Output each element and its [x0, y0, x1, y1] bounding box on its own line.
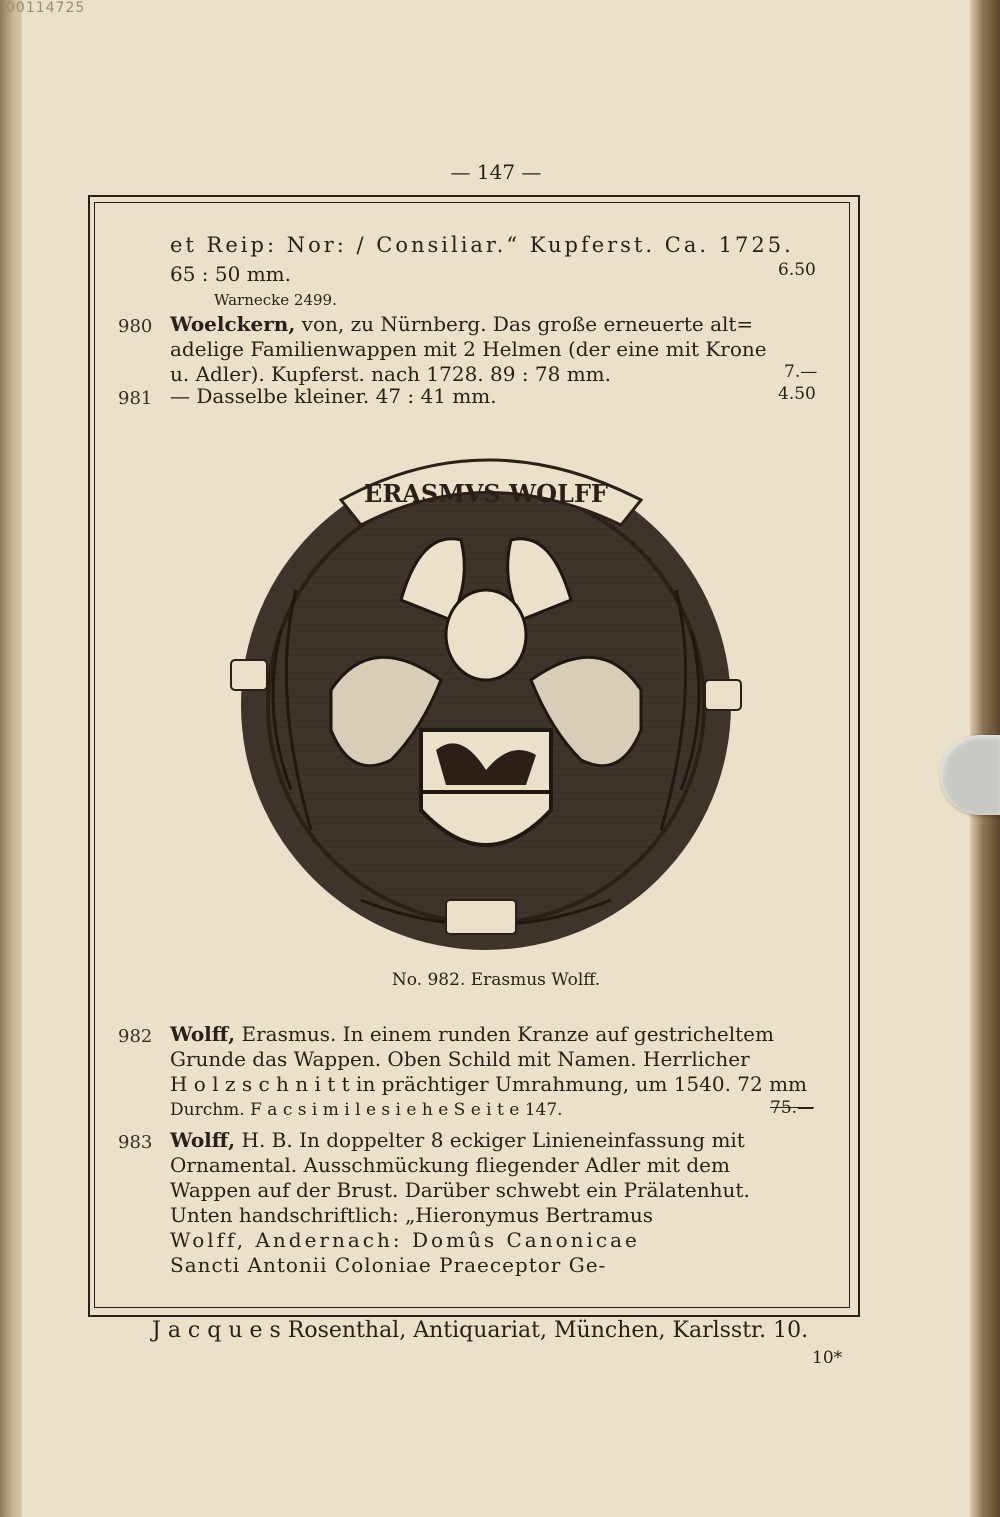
entry-continued-line2: 65 : 50 mm.: [170, 262, 291, 286]
entry-980-line1: [170, 312, 753, 336]
book-spine: [0, 0, 22, 1517]
scan-id: 00114725: [6, 0, 86, 16]
entry-983-line4: Unten handschriftlich: „Hieronymus Bertramus: [170, 1203, 654, 1227]
entry-982-name: Wolff,: [170, 1022, 236, 1046]
entry-continued-line1: et Reip: Nor: / Consiliar.“ Kupferst. Ca. 1725.: [170, 233, 794, 257]
entry-980-line1-rest: von, zu Nürnberg. Das große erneuerte alt=: [295, 312, 754, 336]
entry-980-name: Woelckern,: [170, 312, 296, 336]
signature-mark: 10*: [812, 1348, 843, 1368]
entry-981-price: 4.50: [778, 384, 816, 404]
figure-caption: No. 982. Erasmus Wolff.: [391, 970, 601, 990]
erasmus-wolff-coat-of-arms-woodcut: [221, 430, 751, 950]
entry-980-line2: adelige Familienwappen mit 2 Helmen (der eine mit Krone: [170, 337, 767, 361]
page-number: — 147 —: [450, 160, 542, 184]
entry-983-number: 983: [118, 1132, 153, 1153]
entry-981-line1: — Dasselbe kleiner. 47 : 41 mm.: [170, 384, 497, 408]
entry-982-line3: H o l z s c h n i t t in prächtiger Umrahmung, um 1540. 72 mm: [170, 1072, 808, 1096]
entry-983-line6: Sancti Antonii Coloniae Praeceptor Ge-: [170, 1253, 607, 1277]
entry-982-price: 75.—: [770, 1098, 815, 1118]
entry-983-line2: Ornamental. Ausschmückung fliegender Adler mit dem: [170, 1153, 730, 1177]
entry-continued-reference: Warnecke 2499.: [214, 291, 337, 309]
entry-982-line2: Grunde das Wappen. Oben Schild mit Namen. Herrlicher: [170, 1047, 750, 1071]
entry-983-name: Wolff,: [170, 1128, 236, 1152]
entry-982-line1: [170, 1022, 774, 1046]
entry-982-line4: Durchm. F a c s i m i l e s i e h e S e i t e 147.: [170, 1100, 563, 1120]
entry-980-number: 980: [118, 316, 153, 337]
entry-continued-price: 6.50: [778, 260, 816, 280]
entry-983-line5: Wolff, Andernach: Domûs Canonicae: [170, 1228, 640, 1252]
entry-980-price: 7.—: [784, 362, 818, 382]
entry-982-number: 982: [118, 1026, 153, 1047]
book-page: [22, 0, 970, 1517]
publisher-footer: J a c q u e s Rosenthal, Antiquariat, München, Karlsstr. 10.: [152, 1318, 809, 1343]
entry-983-line1-rest: H. B. In doppelter 8 eckiger Linieneinfassung mit: [235, 1128, 745, 1152]
entry-983-line1: [170, 1128, 745, 1152]
entry-983-line3: Wappen auf der Brust. Darüber schwebt ein Prälatenhut.: [170, 1178, 750, 1202]
entry-982-line1-rest: Erasmus. In einem runden Kranze auf gestricheltem: [235, 1022, 774, 1046]
entry-980-line3: u. Adler). Kupferst. nach 1728. 89 : 78 mm.: [170, 362, 612, 386]
entry-981-number: 981: [118, 388, 153, 409]
banner-text: ERASMVS WOLFF: [364, 479, 608, 508]
